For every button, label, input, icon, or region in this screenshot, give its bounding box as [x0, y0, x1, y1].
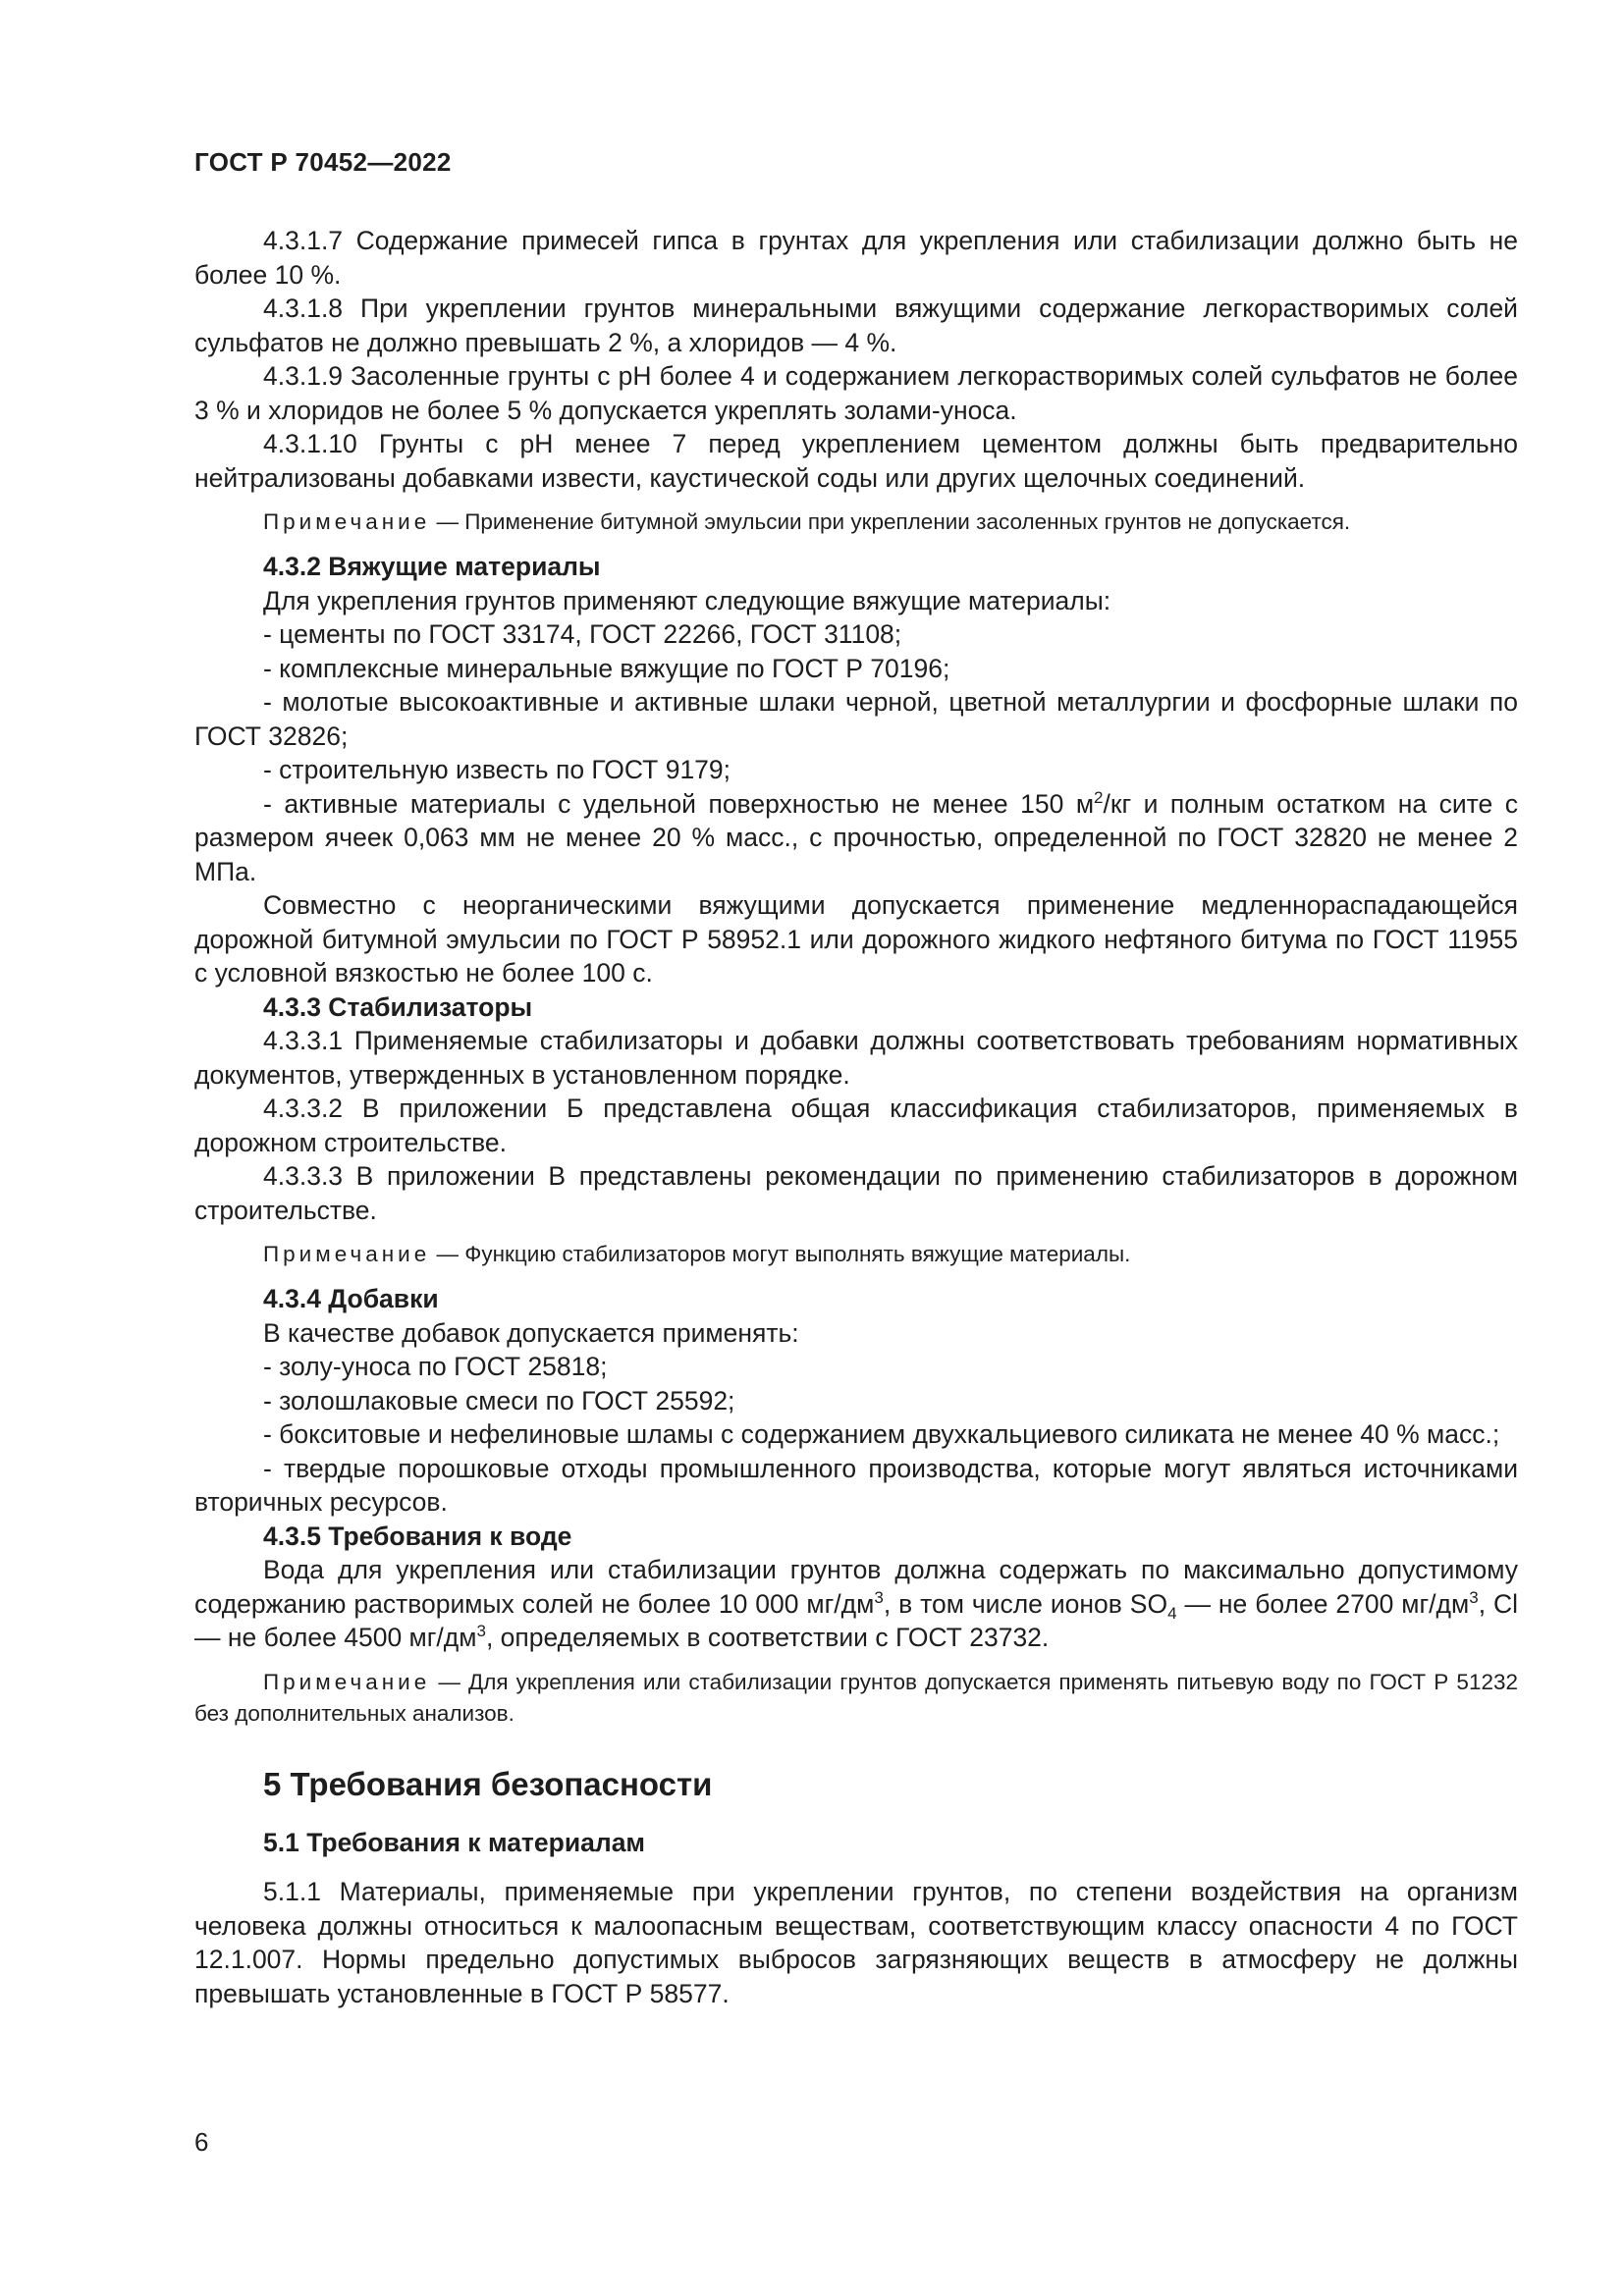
additives-item-3: - бокситовые и нефелиновые шламы с содержанием двухкальциевого силиката не менее 40 % масс.; [263, 1419, 1500, 1449]
additives-item-1: - золу-уноса по ГОСТ 25818; [263, 1352, 608, 1381]
heading-4-3-4: 4.3.4 Добавки [263, 1284, 439, 1313]
binders-item-5 [194, 787, 1518, 889]
note-3 [194, 1667, 1518, 1730]
superscript: 3 [1469, 1587, 1479, 1607]
binders-intro: Для укрепления грунтов применяют следующие вяжущие материалы: [263, 585, 1111, 615]
note-label: Примечание [263, 1242, 431, 1266]
water-text-a: Вода для укрепления или стабилизации грунтов должна содержать по максимально допустимому содержанию растворимых солей не более 10 000 мг/дм [194, 1555, 1518, 1619]
paragraph-4-3-1-10: 4.3.1.10 Грунты с pH менее 7 перед укреплением цементом должны быть предварительно нейтрализованы добавками извести, каустической соды или других щелочных соединений. [194, 429, 1518, 493]
water-text-d: , Cl — не более 4500 мг/дм [194, 1588, 1519, 1652]
binders-item-2: - комплексные минеральные вяжущие по ГОСТ Р 70196; [263, 653, 950, 683]
note-text: — Применение битумной эмульсии при укреплении засоленных грунтов не допускается. [430, 509, 1351, 534]
document-page [194, 0, 1518, 2296]
paragraph-4-3-3-2: 4.3.3.2 В приложении Б представлена общая классификация стабилизаторов, применяемых в дорожном строительстве. [194, 1094, 1518, 1157]
note-label: Примечание [263, 509, 431, 534]
water-requirements [194, 1553, 1518, 1655]
binders-item-4: - строительную известь по ГОСТ 9179; [263, 755, 731, 784]
heading-section-5: 5 Требования безопасности [263, 1765, 713, 1802]
note-2 [194, 1239, 1518, 1270]
note-label: Примечание [263, 1669, 431, 1694]
superscript: 3 [874, 1587, 884, 1607]
paragraph-4-3-1-8: 4.3.1.8 При укреплении грунтов минеральными вяжущими содержание легкорастворимых солей сульфатов не должно превышать 2 %, а хлоридов — 4 %. [194, 294, 1518, 357]
note-1 [194, 507, 1518, 538]
paragraph-4-3-1-9: 4.3.1.9 Засоленные грунты с pH более 4 и содержанием легкорастворимых солей сульфатов не более 3 % и хлоридов не более 5 % допускается укреплять золами-уноса. [194, 361, 1518, 425]
additives-item-4: - твердые порошковые отходы промышленного производства, которые могут являться источниками вторичных ресурсов. [194, 1453, 1518, 1517]
water-text-e: , определяемых в соответствии с ГОСТ 23732. [485, 1623, 1050, 1652]
binders-item-3: - молотые высокоактивные и активные шлаки черной, цветной металлургии и фосфорные шлаки по ГОСТ 32826; [194, 687, 1518, 751]
superscript: 2 [1094, 787, 1104, 807]
page-number: 6 [194, 2127, 209, 2157]
paragraph-4-3-1-7: 4.3.1.7 Содержание примесей гипса в грунтах для укрепления или стабилизации должно быть не более 10 %. [194, 226, 1518, 290]
document-header: ГОСТ Р 70452—2022 [194, 147, 452, 177]
water-text-c: — не более 2700 мг/дм [1176, 1588, 1470, 1619]
note-text: — Для укрепления или стабилизации грунтов допускается применять питьевую воду по ГОСТ Р 51232 без дополнительных анализов. [194, 1669, 1518, 1726]
superscript: 3 [476, 1622, 486, 1640]
heading-4-3-3: 4.3.3 Стабилизаторы [263, 991, 533, 1022]
binders-item-5-text: - активные материалы с удельной поверхностью не менее 150 м [263, 788, 1095, 819]
subscript: 4 [1167, 1603, 1177, 1623]
water-text-b: , в том числе ионов SO [883, 1588, 1168, 1619]
binders-joint: Совместно с неорганическими вяжущими допускается применение медленнораспадающейся дорожной битумной эмульсии по ГОСТ Р 58952.1 или дорожного жидкого нефтяного битума по ГОСТ 11955 с условной вязкостью не более 100 с. [194, 890, 1518, 988]
paragraph-4-3-3-3: 4.3.3.3 В приложении В представлены рекомендации по применению стабилизаторов в дорожном строительстве. [194, 1161, 1518, 1225]
paragraph-5-1-1: 5.1.1 Материалы, применяемые при укреплении грунтов, по степени воздействия на организм человека должны относиться к малоопасным веществам, соответствующим классу опасности 4 по ГОСТ 12.1.007. Нормы предельно допустимых выбросов загрязняющих веществ в атмосферу не должны превышать установленные в ГОСТ Р 58577. [194, 1877, 1518, 2008]
additives-item-2: - золошлаковые смеси по ГОСТ 25592; [263, 1385, 735, 1415]
document-body [194, 224, 1518, 2010]
heading-4-3-5: 4.3.5 Требования к воде [263, 1521, 572, 1551]
note-text: — Функцию стабилизаторов могут выполнять вяжущие материалы. [430, 1242, 1131, 1266]
paragraph-4-3-3-1: 4.3.3.1 Применяемые стабилизаторы и добавки должны соответствовать требованиям нормативных документов, утвержденных в установленном порядке. [194, 1026, 1518, 1090]
heading-5-1: 5.1 Требования к материалам [263, 1827, 646, 1857]
binders-item-5-text-2: /кг и полным остатком на сите с размером ячеек 0,063 мм не менее 20 % масс., с прочностью, определенной по ГОСТ 32820 не менее 2 МПа. [194, 788, 1518, 886]
binders-item-1: - цементы по ГОСТ 33174, ГОСТ 22266, ГОСТ 31108; [263, 619, 902, 649]
heading-4-3-2: 4.3.2 Вяжущие материалы [263, 552, 601, 581]
additives-intro: В качестве добавок допускается применять: [263, 1317, 799, 1348]
